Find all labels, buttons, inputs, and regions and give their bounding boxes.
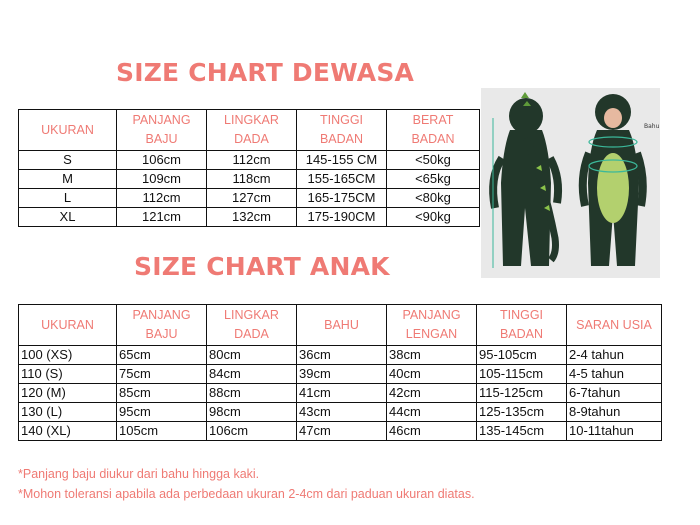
kid-header-lingkar-dada: LINGKAR DADA <box>207 305 297 346</box>
table-cell: 44cm <box>387 403 477 422</box>
table-cell: XL <box>19 208 117 227</box>
dinosaur-onesie-illustration <box>481 88 660 278</box>
table-cell: 85cm <box>117 384 207 403</box>
table-cell: 135-145cm <box>477 422 567 441</box>
costume-photo <box>481 88 660 278</box>
kid-header-tinggi-badan: TINGGI BADAN <box>477 305 567 346</box>
kid-size-table <box>18 304 662 441</box>
adult-header-ukuran: UKURAN <box>19 110 117 151</box>
table-cell: 6-7tahun <box>567 384 662 403</box>
adult-size-table <box>18 109 480 227</box>
table-cell: 120 (M) <box>19 384 117 403</box>
adult-header-tinggi-badan: TINGGI BADAN <box>297 110 387 151</box>
table-cell: M <box>19 170 117 189</box>
table-cell: 105cm <box>117 422 207 441</box>
adult-table-row <box>19 208 480 227</box>
table-cell: 98cm <box>207 403 297 422</box>
table-cell: 47cm <box>297 422 387 441</box>
adult-table-row <box>19 170 480 189</box>
table-cell: L <box>19 189 117 208</box>
adult-table-row <box>19 151 480 170</box>
table-cell: <50kg <box>387 151 480 170</box>
table-cell: <90kg <box>387 208 480 227</box>
table-cell: 75cm <box>117 365 207 384</box>
table-cell: 106cm <box>117 151 207 170</box>
table-cell: 39cm <box>297 365 387 384</box>
table-cell: 155-165CM <box>297 170 387 189</box>
note-tolerance: *Mohon toleransi apabila ada perbedaan ukuran 2-4cm dari paduan ukuran diatas. <box>18 487 475 501</box>
notes <box>18 464 475 504</box>
table-cell: 80cm <box>207 346 297 365</box>
table-cell: 43cm <box>297 403 387 422</box>
kid-size-chart-title: SIZE CHART ANAK <box>134 252 390 281</box>
kid-header-bahu: BAHU <box>297 305 387 346</box>
table-cell: <80kg <box>387 189 480 208</box>
table-cell: 145-155 CM <box>297 151 387 170</box>
adult-table-row <box>19 189 480 208</box>
table-cell: 41cm <box>297 384 387 403</box>
table-cell: 109cm <box>117 170 207 189</box>
table-cell: 8-9tahun <box>567 403 662 422</box>
table-cell: 2-4 tahun <box>567 346 662 365</box>
kid-header-ukuran: UKURAN <box>19 305 117 346</box>
table-cell: 127cm <box>207 189 297 208</box>
table-cell: 165-175CM <box>297 189 387 208</box>
table-cell: 40cm <box>387 365 477 384</box>
table-cell: 112cm <box>117 189 207 208</box>
table-cell: 46cm <box>387 422 477 441</box>
kid-header-panjang-baju: PANJANG BAJU <box>117 305 207 346</box>
table-cell: 84cm <box>207 365 297 384</box>
table-cell: <65kg <box>387 170 480 189</box>
kid-table-row <box>19 346 662 365</box>
adult-header-panjang-baju: PANJANG BAJU <box>117 110 207 151</box>
kid-header-panjang-lengan: PANJANG LENGAN <box>387 305 477 346</box>
kid-header-saran-usia: SARAN USIA <box>567 305 662 346</box>
table-cell: 105-115cm <box>477 365 567 384</box>
adult-header-lingkar-dada: LINGKAR DADA <box>207 110 297 151</box>
table-cell: 36cm <box>297 346 387 365</box>
table-cell: 65cm <box>117 346 207 365</box>
table-cell: S <box>19 151 117 170</box>
adult-header-berat-badan: BERAT BADAN <box>387 110 480 151</box>
table-cell: 115-125cm <box>477 384 567 403</box>
table-cell: 38cm <box>387 346 477 365</box>
note-length: *Panjang baju diukur dari bahu hingga kaki. <box>18 467 260 481</box>
table-cell: 112cm <box>207 151 297 170</box>
table-cell: 4-5 tahun <box>567 365 662 384</box>
table-cell: 10-11tahun <box>567 422 662 441</box>
kid-table-row <box>19 365 662 384</box>
table-cell: 95cm <box>117 403 207 422</box>
table-cell: 130 (L) <box>19 403 117 422</box>
table-cell: 175-190CM <box>297 208 387 227</box>
kid-table-body <box>19 346 662 441</box>
kid-table-row <box>19 403 662 422</box>
table-cell: 42cm <box>387 384 477 403</box>
adult-size-chart-title: SIZE CHART DEWASA <box>116 58 415 87</box>
table-cell: 118cm <box>207 170 297 189</box>
table-cell: 132cm <box>207 208 297 227</box>
kid-table-row <box>19 422 662 441</box>
table-cell: 88cm <box>207 384 297 403</box>
table-cell: 95-105cm <box>477 346 567 365</box>
adult-table-body <box>19 151 480 227</box>
table-cell: 100 (XS) <box>19 346 117 365</box>
kid-table-row <box>19 384 662 403</box>
table-cell: 110 (S) <box>19 365 117 384</box>
table-cell: 125-135cm <box>477 403 567 422</box>
table-cell: 106cm <box>207 422 297 441</box>
table-cell: 121cm <box>117 208 207 227</box>
table-cell: 140 (XL) <box>19 422 117 441</box>
svg-text:Bahu: Bahu <box>644 123 660 130</box>
